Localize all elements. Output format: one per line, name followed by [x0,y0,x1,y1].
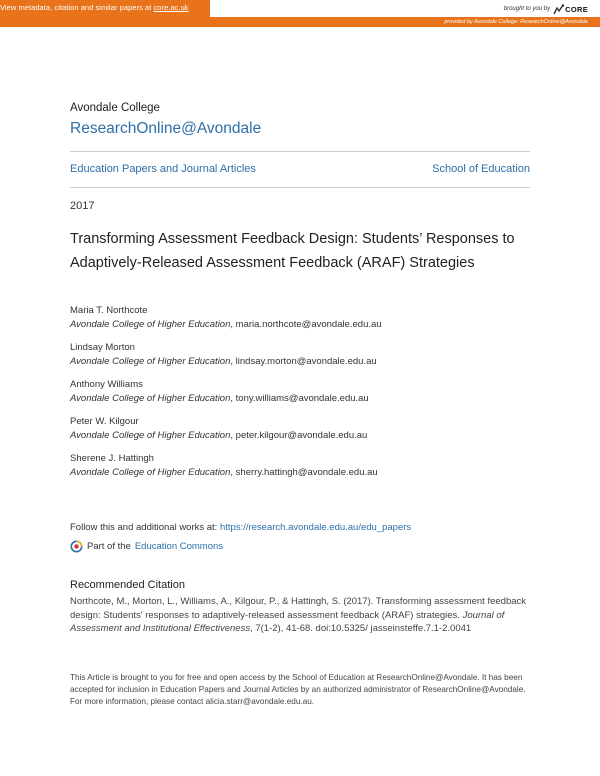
core-logo-icon [553,4,564,15]
commons-line [70,540,223,553]
article-title: Transforming Assessment Feedback Design: Students’ Responses to Adaptively-Released Assessment Feedback (ARAF) Strategies [70,231,515,271]
institution-name: Avondale College [70,102,160,114]
citation-journal: Journal of Assessment and Institutional Effectiveness [70,609,505,634]
core-link-url[interactable]: core.ac.uk [153,3,189,12]
author-entry [70,304,530,341]
divider-top [70,151,530,152]
core-logo-text: CORE [565,4,588,14]
author-name: Peter W. Kilgour [70,416,139,427]
author-entry [70,341,530,378]
publication-year: 2017 [70,200,95,212]
commons-network-icon [70,540,83,553]
commons-prefix: Part of the [87,541,131,552]
repository-name[interactable]: ResearchOnline@Avondale [70,120,262,137]
citation-details: (1-2), 41-68. doi:10.5325/ jasseinsteffe.7.1-2.0041 [260,623,472,634]
author-email: , lindsay.morton@avondale.edu.au [230,355,377,367]
author-affiliation: Avondale College of Higher Education [70,429,231,441]
core-metadata-link[interactable] [0,3,189,12]
author-name: Maria T. Northcote [70,305,148,316]
author-email: , tony.williams@avondale.edu.au [230,392,369,404]
access-statement-end: . [311,697,315,706]
author-affiliation: Avondale College of Higher Education [70,355,231,367]
author-entry [70,452,530,489]
author-email: , sherry.hattingh@avondale.edu.au [230,466,378,478]
core-brand[interactable] [504,1,588,17]
department-link[interactable]: School of Education [432,163,530,175]
collection-link[interactable]: Education Papers and Journal Articles [70,163,256,175]
author-name: Sherene J. Hattingh [70,453,154,464]
author-email: , maria.northcote@avondale.edu.au [230,318,382,330]
citation-text [70,595,532,636]
author-name: Anthony Williams [70,379,143,390]
provided-by-strip: provided by Avondale College: ResearchOnline@Avondale [0,17,600,27]
citation-body: Northcote, M., Morton, L., Williams, A., Kilgour, P., & Hattingh, S. (2017). Transforming assessment feedback design: Students' responses to adaptively-released assessment feedback (ARAF) strategies. [70,596,527,621]
author-entry [70,415,530,452]
contact-email-link[interactable]: alicia.starr@avondale.edu.au [205,697,312,706]
author-entry [70,378,530,415]
divider-bottom [70,187,530,188]
author-email: , peter.kilgour@avondale.edu.au [230,429,368,441]
follow-works-line [70,522,411,533]
core-logo[interactable] [553,4,588,15]
follow-prefix: Follow this and additional works at: [70,522,220,533]
access-statement [70,672,532,708]
education-commons-link[interactable]: Education Commons [134,541,224,552]
core-metadata-strip[interactable] [0,0,210,17]
author-affiliation: Avondale College of Higher Education [70,318,231,330]
author-affiliation: Avondale College of Higher Education [70,466,231,478]
brought-to-you-label: brought to you by [503,6,551,12]
recommended-citation-heading: Recommended Citation [70,579,185,591]
citation-volume: , 7 [250,623,261,634]
follow-url-link[interactable]: https://research.avondale.edu.au/edu_papers [219,522,412,533]
author-affiliation: Avondale College of Higher Education [70,392,231,404]
author-list [70,304,530,489]
core-link-text: View metadata, citation and similar papers at [0,3,154,12]
author-name: Lindsay Morton [70,342,135,353]
core-banner [0,0,600,30]
access-statement-text: This Article is brought to you for free and open access by the School of Education at ResearchOnline@Avondale. It has been accepted for inclusion in Education Papers and Journal Articles by an authorized administrator of ResearchOnline@Avondale. For more information, please contact [70,673,526,706]
